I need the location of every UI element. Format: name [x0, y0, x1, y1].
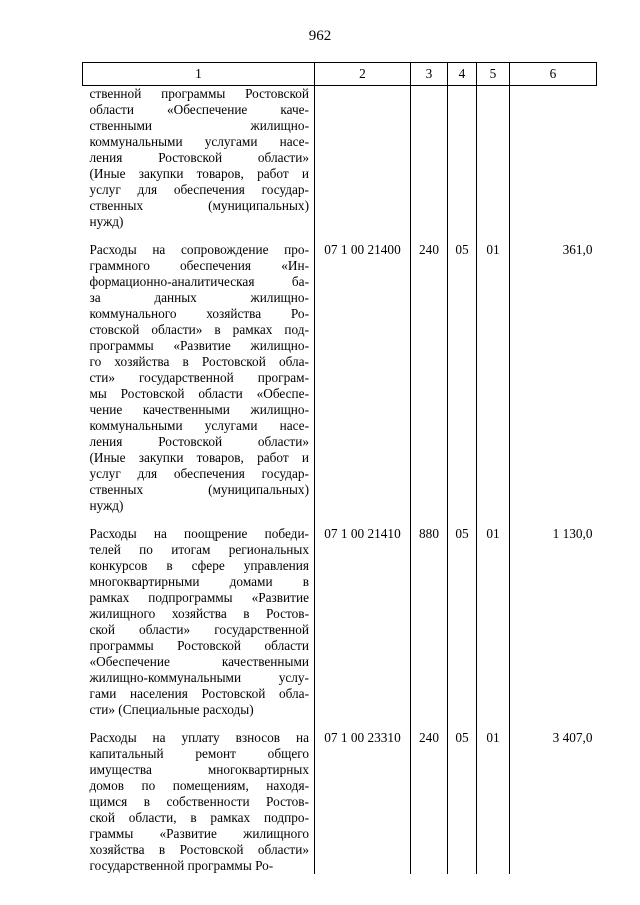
table-row [83, 730, 597, 874]
row-amount: 3 407,0 [510, 730, 597, 874]
description-line: рамках подпрограммы «Развитие [89, 590, 309, 605]
description-line: стовской области» в рамках под- [89, 322, 309, 337]
description-line: многоквартирными домами в [89, 574, 309, 589]
column-header-amount: 6 [510, 63, 597, 86]
description-line: граммного обеспечения «Ин- [89, 258, 309, 273]
column-header-expense-type: 3 [411, 63, 448, 86]
table-row [83, 526, 597, 718]
description-line: имущества многоквартирных [89, 762, 309, 777]
row-section: 05 [448, 730, 477, 874]
row-spacer [83, 514, 597, 526]
description-line: нужд) [89, 214, 124, 229]
budget-table [82, 62, 597, 874]
spacer-cell [411, 230, 448, 242]
row-description [83, 526, 315, 718]
row-amount: 1 130,0 [510, 526, 597, 718]
description-line: Расходы на поощрение победи- [89, 526, 309, 541]
spacer-cell [448, 230, 477, 242]
row-section: 05 [448, 526, 477, 718]
description-line: программы «Развитие жилищно- [89, 338, 309, 353]
description-line: чение качественными жилищно- [89, 402, 309, 417]
description-line: жилищного хозяйства в Ростов- [89, 606, 309, 621]
description-line: нужд) [89, 498, 124, 513]
spacer-cell [83, 230, 315, 242]
description-line: за данных жилищно- [89, 290, 309, 305]
table-row [83, 242, 597, 514]
description-line: ления Ростовской области» [89, 150, 309, 165]
row-expense-type: 240 [411, 730, 448, 874]
description-line: сти» государственной програм- [89, 370, 309, 385]
description-line: домов по помещениям, находя- [89, 778, 309, 793]
description-line: гами населения Ростовской обла- [89, 686, 309, 701]
description-line: телей по итогам региональных [89, 542, 309, 557]
spacer-cell [448, 718, 477, 730]
description-line: области «Обеспечение каче- [89, 102, 309, 117]
description-line: сти» (Специальные расходы) [89, 702, 254, 717]
row-description [83, 242, 315, 514]
description-line: Расходы на сопровождение про- [89, 242, 309, 257]
table-row [83, 86, 597, 231]
row-target-code: 07 1 00 21400 [315, 242, 411, 514]
row-description [83, 730, 315, 874]
spacer-cell [448, 514, 477, 526]
spacer-cell [315, 230, 411, 242]
description-line: капитальный ремонт общего [89, 746, 309, 761]
description-line: ской области» государственной [89, 622, 309, 637]
description-line: ственных (муниципальных) [89, 198, 309, 213]
row-amount: 361,0 [510, 242, 597, 514]
row-expense-type: 240 [411, 242, 448, 514]
row-target-code [315, 86, 411, 231]
description-line: ления Ростовской области» [89, 434, 309, 449]
description-line: го хозяйства в Ростовской обла- [89, 354, 309, 369]
description-line: программы Ростовской области [89, 638, 309, 653]
page-number: 962 [308, 28, 332, 44]
row-expense-type: 880 [411, 526, 448, 718]
column-header-section: 4 [448, 63, 477, 86]
row-amount [510, 86, 597, 231]
spacer-cell [510, 230, 597, 242]
description-line: ственными жилищно- [89, 118, 309, 133]
description-line: государственной программы Ро- [89, 858, 274, 873]
column-header-name: 1 [83, 63, 315, 86]
spacer-cell [83, 718, 315, 730]
row-spacer [83, 230, 597, 242]
row-target-code: 07 1 00 21410 [315, 526, 411, 718]
description-line: (Иные закупки товаров, работ и [89, 166, 309, 181]
column-header-subsection: 5 [477, 63, 510, 86]
description-line: ственной программы Ростовской [89, 86, 309, 101]
description-line: щимся в собственности Ростов- [89, 794, 309, 809]
spacer-cell [510, 718, 597, 730]
spacer-cell [83, 514, 315, 526]
row-target-code: 07 1 00 23310 [315, 730, 411, 874]
table-header-row [83, 63, 597, 86]
spacer-cell [315, 718, 411, 730]
spacer-cell [411, 718, 448, 730]
spacer-cell [510, 514, 597, 526]
description-line: жилищно-коммунальными услу- [89, 670, 309, 685]
description-line: «Обеспечение качественными [89, 654, 309, 669]
description-line: услуг для обеспечения государ- [89, 182, 309, 197]
spacer-cell [477, 718, 510, 730]
row-section [448, 86, 477, 231]
row-spacer [83, 718, 597, 730]
spacer-cell [411, 514, 448, 526]
description-line: конкурсов в сфере управления [89, 558, 309, 573]
description-line: ственных (муниципальных) [89, 482, 309, 497]
spacer-cell [477, 514, 510, 526]
row-expense-type [411, 86, 448, 231]
description-line: коммунальными услугами насе- [89, 134, 309, 149]
description-line: коммунального хозяйства Ро- [89, 306, 309, 321]
table-body [83, 86, 597, 875]
spacer-cell [315, 514, 411, 526]
description-line: услуг для обеспечения государ- [89, 466, 309, 481]
row-subsection: 01 [477, 242, 510, 514]
row-subsection: 01 [477, 730, 510, 874]
description-line: формационно-аналитическая ба- [89, 274, 309, 289]
row-description [83, 86, 315, 231]
description-line: коммунальными услугами насе- [89, 418, 309, 433]
description-line: мы Ростовской области «Обеспе- [89, 386, 309, 401]
row-subsection [477, 86, 510, 231]
description-line: хозяйства в Ростовской области» [89, 842, 309, 857]
description-line: ской области, в рамках подпро- [89, 810, 309, 825]
row-subsection: 01 [477, 526, 510, 718]
column-header-code: 2 [315, 63, 411, 86]
spacer-cell [477, 230, 510, 242]
description-line: граммы «Развитие жилищного [89, 826, 309, 841]
row-section: 05 [448, 242, 477, 514]
description-line: (Иные закупки товаров, работ и [89, 450, 309, 465]
description-line: Расходы на уплату взносов на [89, 730, 309, 745]
